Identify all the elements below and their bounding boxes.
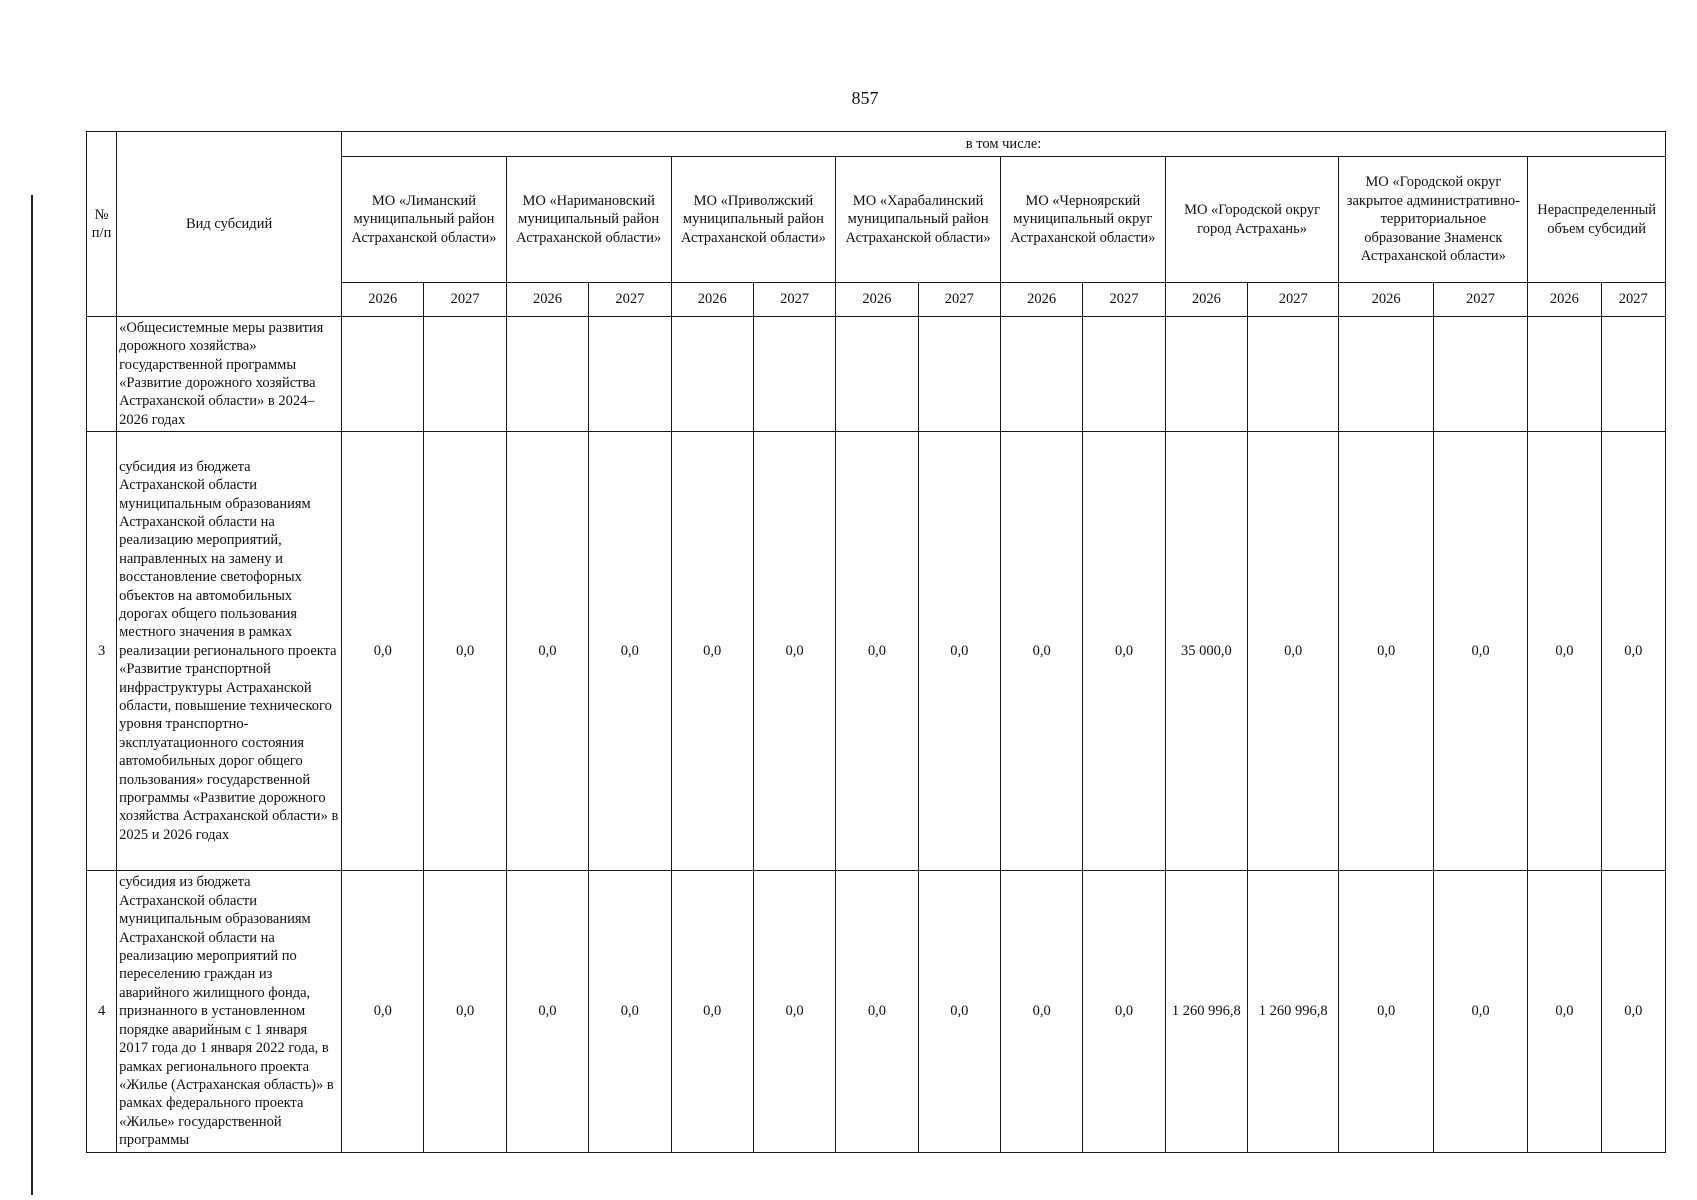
- row-number: 4: [87, 871, 117, 1153]
- value-cell: 0,0: [1601, 871, 1665, 1153]
- subsidy-description: субсидия из бюджета Астраханской области муниципальным образованиям Астраханской области на реализацию мероприятий, направленных на замену и восстановление светофорных объектов на автомобильных дорогах общего пользования местного значения в рамках реализации регионального проекта «Развитие транспортной инфраструктуры Астраханской области, повышение технического уровня транспортно-эксплуатационного состояния автомобильных дорог общего пользования» государственной программы «Развитие дорожного хозяйства Астраханской области» в 2025 и 2026 годах: [117, 432, 342, 871]
- value-cell: 0,0: [506, 432, 588, 871]
- value-cell: 0,0: [424, 871, 506, 1153]
- year-header: 2027: [1083, 283, 1165, 317]
- value-cell: [342, 317, 424, 432]
- value-cell: 0,0: [1601, 432, 1665, 871]
- value-cell: 0,0: [589, 432, 671, 871]
- year-header: 2027: [753, 283, 835, 317]
- value-cell: 0,0: [1083, 871, 1165, 1153]
- year-header: 2026: [1528, 283, 1601, 317]
- binding-margin-line: [31, 195, 33, 1195]
- value-cell: 0,0: [836, 871, 918, 1153]
- value-cell: 0,0: [836, 432, 918, 871]
- value-cell: [918, 317, 1000, 432]
- column-header-privolzhsky: МО «Приволжский муниципальный район Астраханской области»: [671, 157, 836, 283]
- subsidies-table: [86, 131, 1666, 1153]
- column-header-astrakhan-city: МО «Городской округ город Астрахань»: [1165, 157, 1339, 283]
- value-cell: 0,0: [1083, 432, 1165, 871]
- value-cell: [1433, 317, 1527, 432]
- value-cell: 0,0: [589, 871, 671, 1153]
- year-header: 2026: [506, 283, 588, 317]
- year-header: 2026: [1339, 283, 1433, 317]
- value-cell: 1 260 996,8: [1248, 871, 1339, 1153]
- value-cell: 0,0: [1433, 432, 1527, 871]
- column-header-znamensk: МО «Городской округ закрытое административно-территориальное образование Знаменск Астраханской области»: [1339, 157, 1528, 283]
- value-cell: 0,0: [753, 432, 835, 871]
- value-cell: [506, 317, 588, 432]
- value-cell: [671, 317, 753, 432]
- value-cell: 0,0: [1339, 871, 1433, 1153]
- value-cell: [753, 317, 835, 432]
- subsidy-description: «Общесистемные меры развития дорожного хозяйства» государственной программы «Развитие дорожного хозяйства Астраханской области» в 2024–2026 годах: [117, 317, 342, 432]
- value-cell: 0,0: [1000, 871, 1082, 1153]
- value-cell: [1601, 317, 1665, 432]
- year-header: 2026: [342, 283, 424, 317]
- value-cell: [836, 317, 918, 432]
- value-cell: [424, 317, 506, 432]
- header-row-group: [87, 132, 1666, 157]
- column-header-subsidy-type: Вид субсидий: [117, 132, 342, 317]
- value-cell: [1339, 317, 1433, 432]
- value-cell: 0,0: [424, 432, 506, 871]
- year-header: 2027: [918, 283, 1000, 317]
- column-header-limansky: МО «Лиманский муниципальный район Астраханской области»: [342, 157, 507, 283]
- row-number: [87, 317, 117, 432]
- year-header: 2027: [424, 283, 506, 317]
- year-header: 2027: [589, 283, 671, 317]
- table-row: [87, 432, 1666, 871]
- value-cell: 0,0: [342, 432, 424, 871]
- value-cell: [1528, 317, 1601, 432]
- year-header: 2026: [836, 283, 918, 317]
- column-header-unallocated: Нераспределенный объем субсидий: [1528, 157, 1666, 283]
- value-cell: [1165, 317, 1247, 432]
- group-header: в том числе:: [342, 132, 1666, 157]
- year-header: 2027: [1601, 283, 1665, 317]
- row-number: 3: [87, 432, 117, 871]
- value-cell: 0,0: [918, 432, 1000, 871]
- value-cell: 0,0: [1000, 432, 1082, 871]
- column-header-narimanovsky: МО «Наримановский муниципальный район Астраханской области»: [506, 157, 671, 283]
- column-header-kharabalinsky: МО «Харабалинский муниципальный район Астраханской области»: [836, 157, 1001, 283]
- year-header: 2027: [1248, 283, 1339, 317]
- year-header: 2026: [1165, 283, 1247, 317]
- column-header-chernoyarsky: МО «Черноярский муниципальный округ Астраханской области»: [1000, 157, 1165, 283]
- value-cell: 0,0: [342, 871, 424, 1153]
- value-cell: 0,0: [918, 871, 1000, 1153]
- value-cell: 1 260 996,8: [1165, 871, 1247, 1153]
- value-cell: [1000, 317, 1082, 432]
- column-header-number: № п/п: [87, 132, 117, 317]
- value-cell: 0,0: [1248, 432, 1339, 871]
- value-cell: [1083, 317, 1165, 432]
- subsidy-description: субсидия из бюджета Астраханской области муниципальным образованиям Астраханской области на реализацию мероприятий по переселению граждан из аварийного жилищного фонда, признанного в установленном порядке аварийным с 1 января 2017 года до 1 января 2022 года, в рамках регионального проекта «Жилье (Астраханская область)» в рамках федерального проекта «Жилье» государственной программы: [117, 871, 342, 1153]
- value-cell: 0,0: [753, 871, 835, 1153]
- table-row: [87, 871, 1666, 1153]
- value-cell: 0,0: [671, 432, 753, 871]
- value-cell: [589, 317, 671, 432]
- year-header: 2027: [1433, 283, 1527, 317]
- year-header: 2026: [671, 283, 753, 317]
- table-row: [87, 317, 1666, 432]
- value-cell: 0,0: [1433, 871, 1527, 1153]
- value-cell: [1248, 317, 1339, 432]
- value-cell: 0,0: [1528, 871, 1601, 1153]
- year-header: 2026: [1000, 283, 1082, 317]
- value-cell: 35 000,0: [1165, 432, 1247, 871]
- value-cell: 0,0: [671, 871, 753, 1153]
- page-number: 857: [851, 88, 879, 108]
- value-cell: 0,0: [506, 871, 588, 1153]
- value-cell: 0,0: [1528, 432, 1601, 871]
- value-cell: 0,0: [1339, 432, 1433, 871]
